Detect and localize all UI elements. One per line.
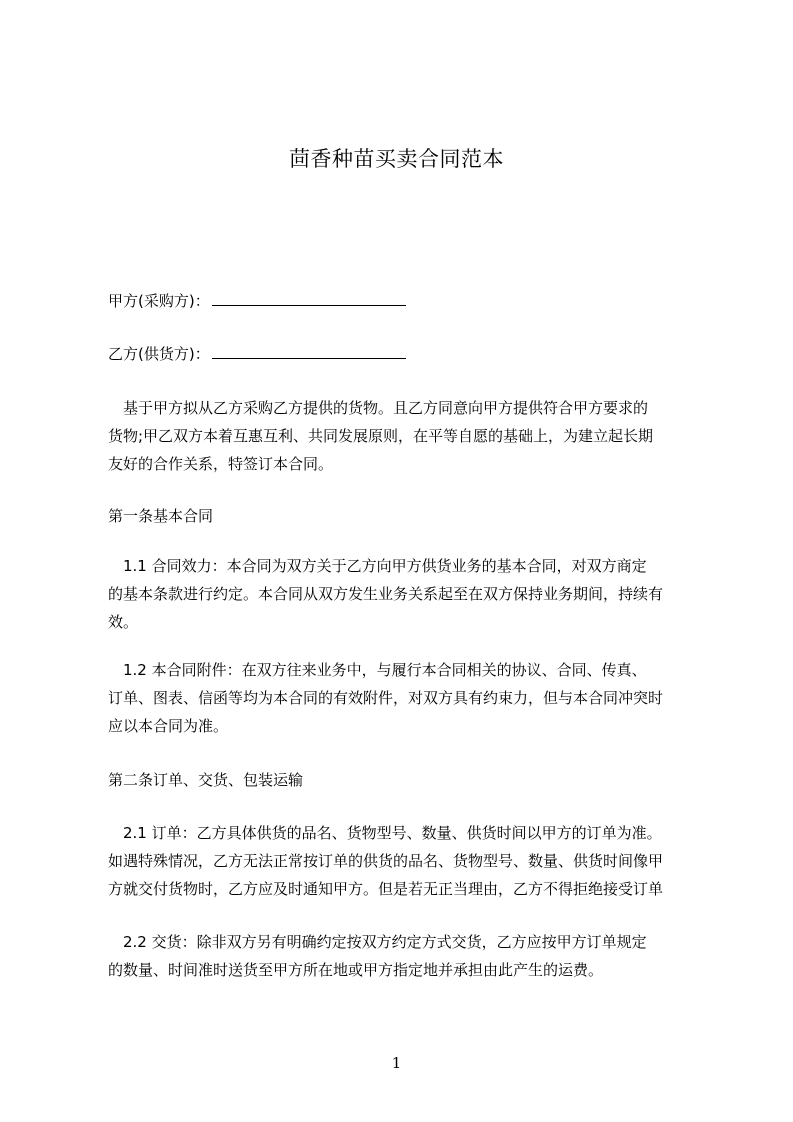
clause-line: 2.2 交货：除非双方另有明确约定按双方约定方式交货，乙方应按甲方订单规定: [108, 933, 647, 951]
intro-line: 货物;甲乙双方本着互惠互利、共同发展原则，在平等自愿的基础上，为建立起长期: [108, 427, 654, 445]
article1-heading-text: 第一条基本合同: [108, 507, 214, 525]
intro-line: 基于甲方拟从乙方采购乙方提供的货物。且乙方同意向甲方提供符合甲方要求的: [108, 399, 649, 417]
intro-paragraph: [108, 394, 701, 478]
party-a-line: [108, 287, 701, 315]
clause-2-1: [108, 819, 701, 903]
clause-line: 如遇特殊情况，乙方无法正常按订单的供货的品名、货物型号、数量、供货时间像甲: [108, 852, 664, 870]
document-title: 茴香种苗买卖合同范本: [289, 147, 504, 171]
clause-line: 的基本条款进行约定。本合同从双方发生业务关系起至在双方保持业务期间，持续有: [108, 585, 664, 603]
clause-2-2: [108, 928, 701, 984]
party-a-blank: [212, 291, 406, 306]
article2-heading: [108, 766, 701, 794]
clause-1-2: [108, 656, 701, 740]
clause-line: 应以本合同为准。: [108, 717, 229, 735]
clause-line: 1.2 本合同附件：在双方往来业务中，与履行本合同相关的协议、合同、传真、: [108, 661, 647, 679]
party-b-label: 乙方(供货方)：: [108, 345, 210, 363]
party-b-blank: [212, 344, 406, 359]
article2-heading-text: 第二条订单、交货、包装运输: [108, 771, 304, 789]
clause-line: 2.1 订单：乙方具体供货的品名、货物型号、数量、供货时间以甲方的订单为准。: [108, 824, 662, 842]
party-a-label: 甲方(采购方)：: [108, 292, 210, 310]
clause-line: 订单、图表、信函等均为本合同的有效附件，对双方具有约束力，但与本合同冲突时: [108, 689, 664, 707]
clause-line: 的数量、时间准时送货至甲方所在地或甲方指定地并承担由此产生的运费。: [108, 961, 604, 979]
party-b-line: [108, 340, 701, 368]
clause-line: 1.1 合同效力：本合同为双方关于乙方向甲方供货业务的基本合同，对双方商定: [108, 557, 647, 575]
intro-line: 友好的合作关系，特签订本合同。: [108, 455, 334, 473]
page-number: 1: [391, 1054, 402, 1072]
article1-heading: [108, 502, 701, 530]
clause-line: 效。: [108, 613, 139, 631]
clause-1-1: [108, 552, 701, 636]
clause-line: 方就交付货物时，乙方应及时通知甲方。但是若无正当理由，乙方不得拒绝接受订单: [108, 880, 664, 898]
